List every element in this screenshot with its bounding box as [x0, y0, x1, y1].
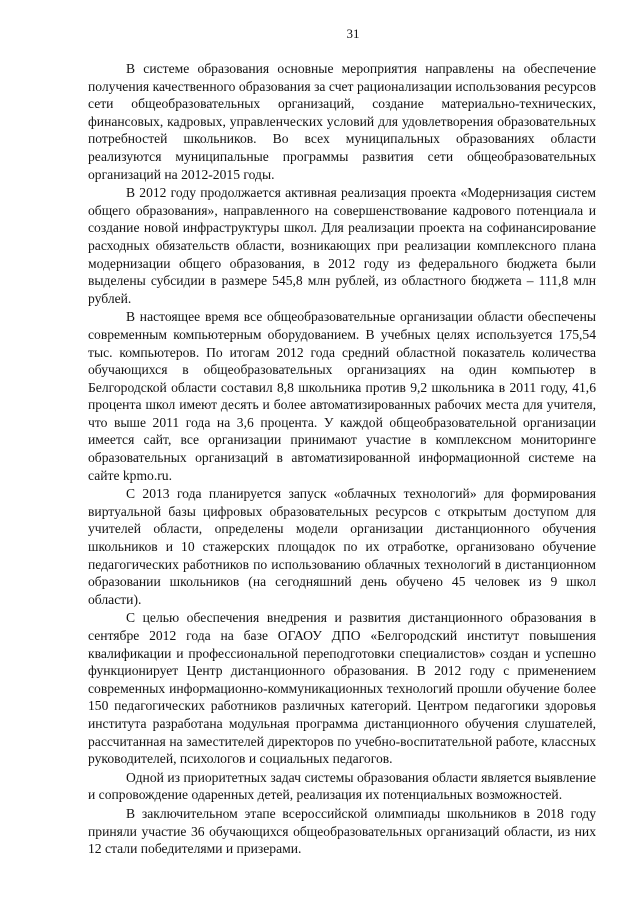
- paragraph-modernization-project: В 2012 году продолжается активная реализация проекта «Модернизация систем общего образования», направленного на совершенствование кадрового потенциала и создание новой инфраструктуры школ. Для реализации проекта на софинансирование расходных обязательств области, возникающих при реализации комплексного плана модернизации общего образования, в 2012 году из федерального бюджета были выделены субсидии в размере 545,8 млн рублей, из областного бюджета – 111,8 млн рублей.: [88, 185, 596, 306]
- paragraph-gifted-children: Одной из приоритетных задач системы образования области является выявление и сопровождение одаренных детей, реализация их потенциальных возможностей.: [88, 769, 596, 803]
- paragraph-education-system: В системе образования основные мероприятия направлены на обеспечение получения качественного образования за счет рационализации использования ресурсов сети общеобразовательных организаций, создание материально-технических, финансовых, кадровых, управленческих условий для удовлетворения образовательных потребностей школьников. Во всех муниципальных образованиях области реализуются муниципальные программы развития сети общеобразовательных организаций на 2012-2015 годы.: [88, 61, 596, 182]
- paragraph-distance-education: С целью обеспечения внедрения и развития дистанционного образования в сентябре 2012 года на базе ОГАОУ ДПО «Белгородский институт повышения квалификации и профессиональной переподготовки специалистов» создан и успешно функционирует Центр дистанционного образования. В 2012 году с применением современных информационно-коммуникационных технологий прошли обучение более 150 педагогических работников различных категорий. Центром педагогики здоровья института разработана модульная программа дистанционного обучения слушателей, рассчитанная на заместителей директоров по учебно-воспитательной работе, классных руководителей, психологов и социальных педагогов.: [88, 610, 596, 767]
- paragraph-olympiad: В заключительном этапе всероссийской олимпиады школьников в 2018 году приняли участие 36 обучающихся общеобразовательных организаций области, из них 12 стали победителями и призерами.: [88, 805, 596, 857]
- paragraph-cloud-technologies: С 2013 года планируется запуск «облачных технологий» для формирования виртуальной базы цифровых образовательных ресурсов с открытым доступом для учителей области, определены модели организации дистанционного обучения школьников и 10 стажерских площадок по их отработке, организовано обучение педагогических работников по использованию облачных технологий в дистанционном образовании школьников (на сегодняшний день обучено 45 человек из 9 школ области).: [88, 486, 596, 607]
- page-number: 31: [346, 26, 360, 41]
- paragraph-computer-equipment: В настоящее время все общеобразовательные организации области обеспечены современным компьютерным оборудованием. В учебных целях используется 175,54 тыс. компьютеров. По итогам 2012 года средний областной показатель количества обучающихся в общеобразовательных организациях на один компьютер в Белгородской области составил 8,8 школьника против 9,2 школьника в 2011 году, 41,6 процента школ имеют десять и более автоматизированных рабочих места для учителя, что выше 2011 года на 3,6 процента. У каждой общеобразовательной организации имеется сайт, все организации принимают участие в комплексном мониторинге образовательных организаций в автоматизированной информационной системе на сайте kpmo.ru.: [88, 309, 596, 483]
